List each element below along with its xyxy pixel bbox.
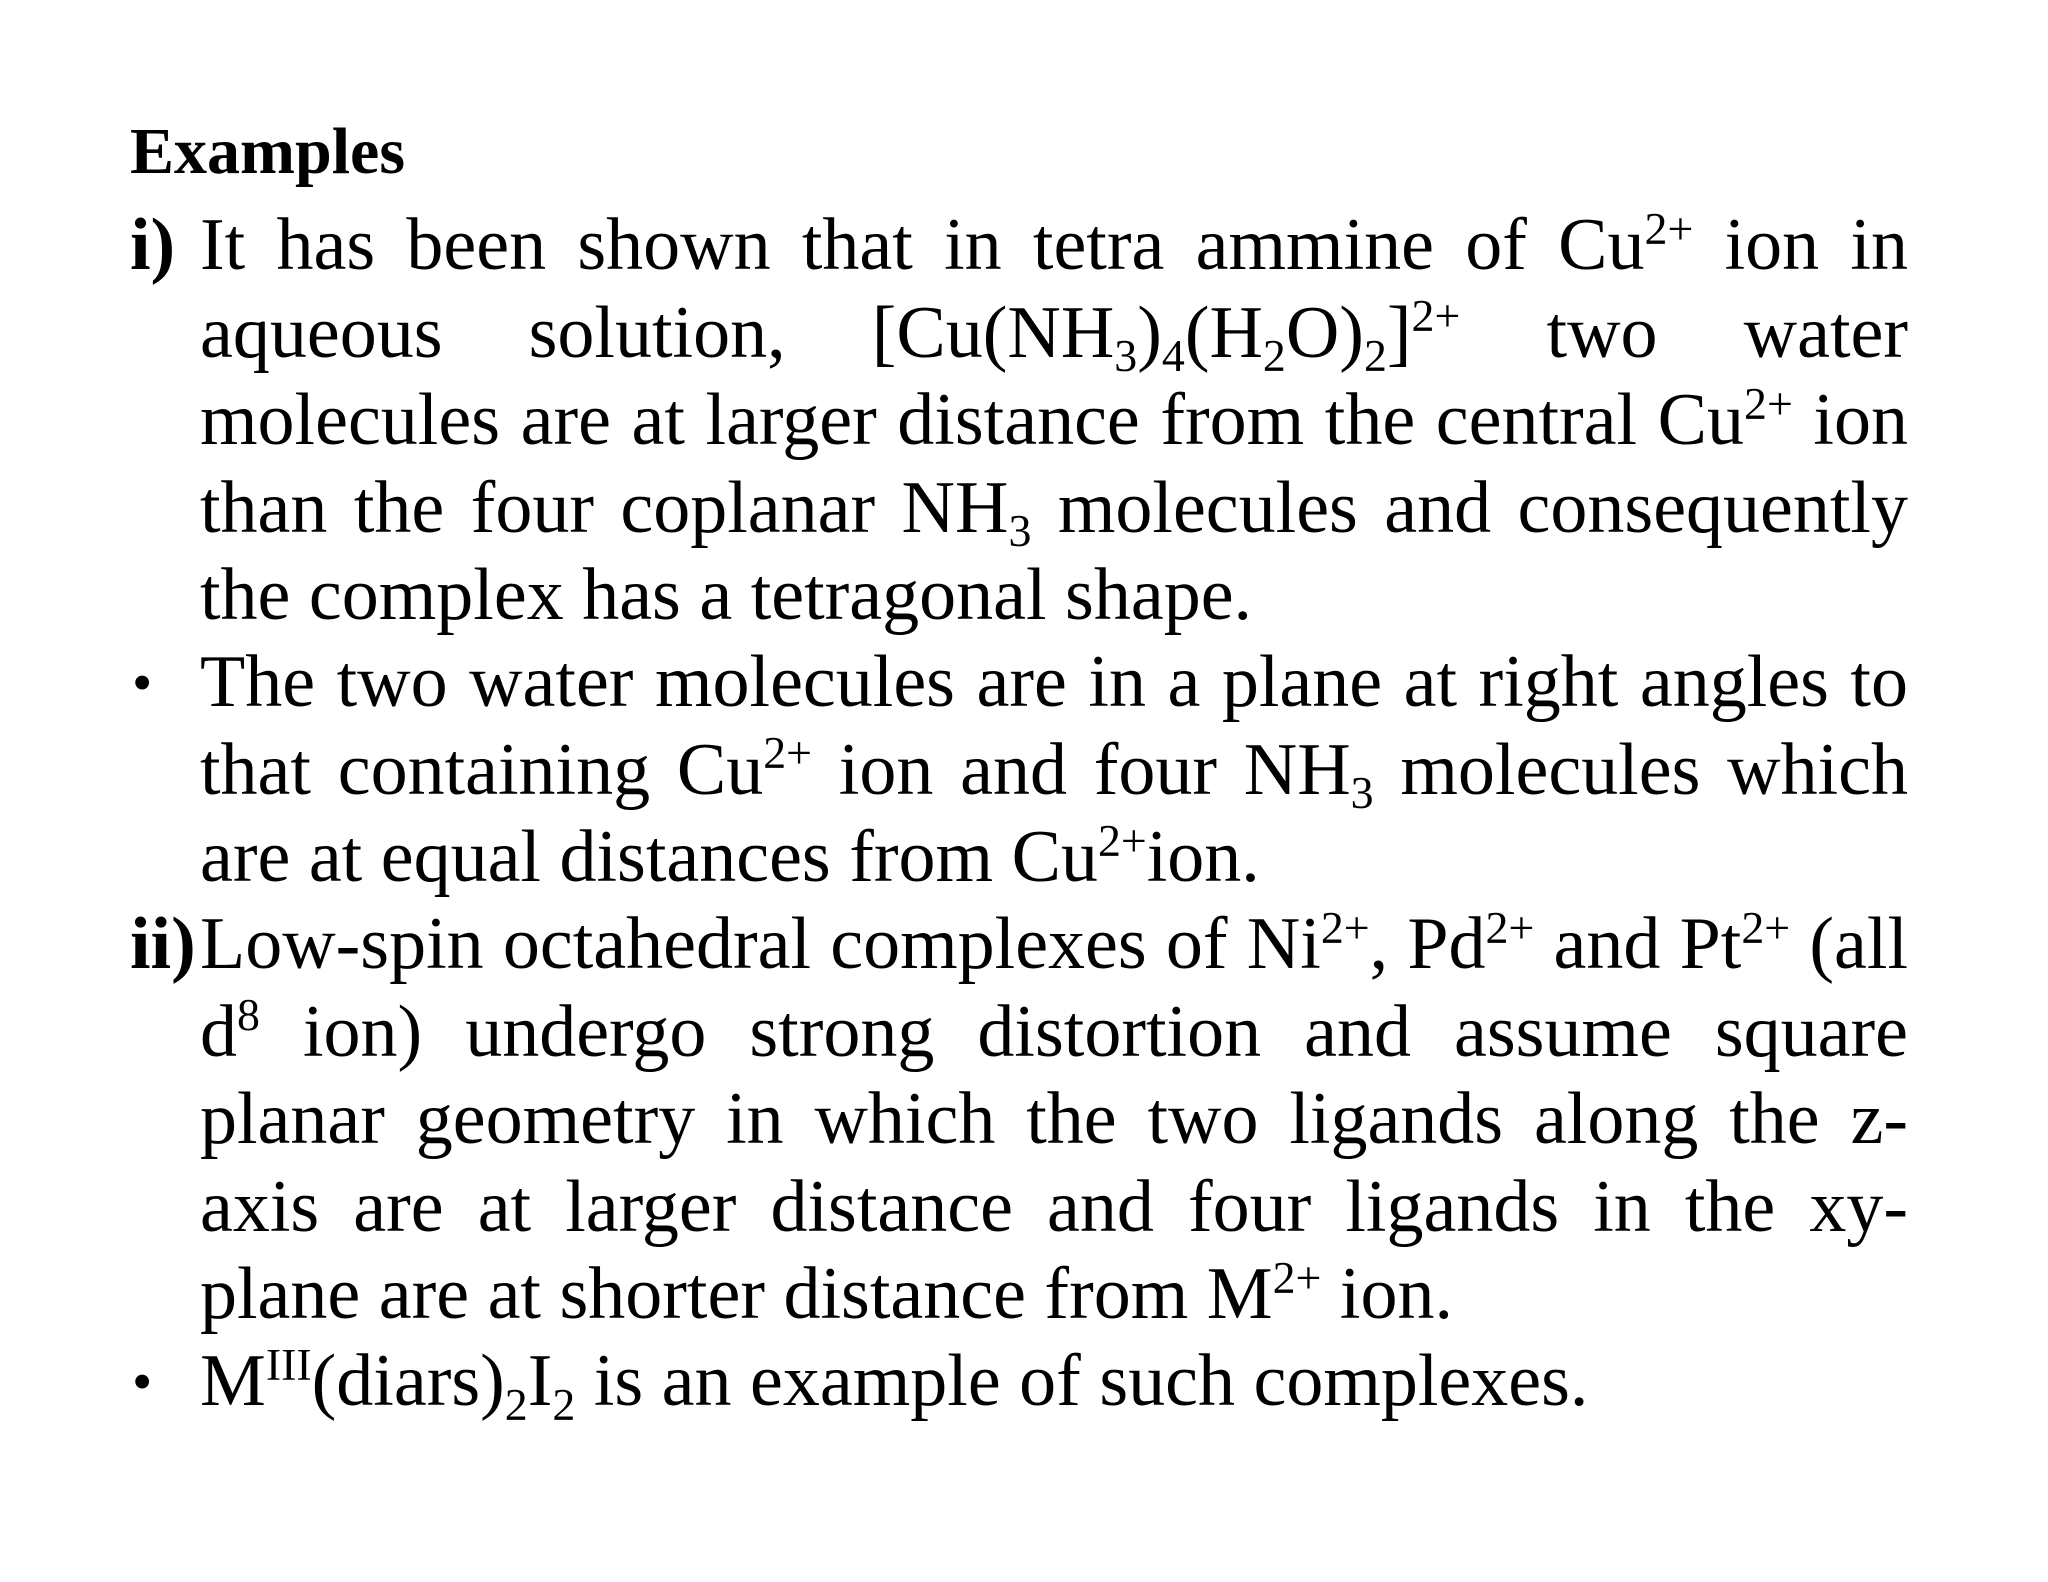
subscript: 4 [1161,330,1185,382]
text-run: molecules and consequently the complex has a tetragonal shape. [200,466,1908,636]
text-run: (all d [200,903,1909,1073]
text-run: ion than the four coplanar NH [200,379,1908,549]
superscript: 8 [237,989,260,1041]
superscript: 2+ [1485,901,1535,953]
text-run: molecules which are at equal distances from Cu [200,728,1908,898]
bullet-item-diars-example [132,1338,1908,1430]
text-run: The two water molecules are in a plane at right angles to that containing Cu [200,641,1908,811]
superscript: 2+ [763,727,813,779]
superscript: III [265,1338,312,1390]
text-run: It has been shown that in tetra ammine of Cu [200,204,1645,286]
subscript: 3 [1114,330,1138,382]
text-run: M [200,1340,266,1422]
bullet-icon: • [132,1349,153,1414]
example-item-i [130,202,1908,640]
text-run: ion and four NH [812,728,1351,811]
bullet-item-water-plane [132,639,1908,902]
subscript: 2 [552,1378,576,1430]
superscript: 2+ [1744,377,1793,429]
text-run: and Pt [1534,903,1742,985]
subscript: 3 [1350,767,1374,819]
text-run: (diars) [311,1340,505,1422]
text-run: (H [1184,291,1263,374]
text-run: ) [1137,291,1162,374]
subscript: 2 [1363,330,1387,382]
text-run: O) [1285,291,1364,374]
text-run: Low-spin octahedral complexes of Ni [200,903,1321,985]
example-item-ii [130,901,1909,1339]
text-run: two water molecules are at larger distance from the central Cu [200,291,1908,461]
superscript: 2+ [1411,290,1461,342]
subscript: 3 [1008,505,1032,557]
superscript: 2+ [1741,901,1791,953]
item-marker-i: i) [130,204,176,286]
subscript: 2 [504,1378,528,1430]
text-run: , Pd [1369,903,1486,985]
text-run: ion. [1321,1253,1453,1335]
superscript: 2+ [1644,202,1694,254]
bullet-icon: • [132,650,153,715]
text-run: I [527,1340,553,1422]
section-heading: Examples [130,115,406,188]
text-run: is an example of such complexes. [575,1340,1589,1422]
item-marker-ii: ii) [130,903,196,985]
superscript: 2+ [1320,901,1370,953]
subscript: 2 [1262,330,1286,382]
text-run: ion in aqueous solution, [Cu(NH [200,204,1908,374]
superscript: 2+ [1097,814,1147,866]
text-run: ion. [1146,816,1260,898]
text-run: ] [1386,291,1412,374]
superscript: 2+ [1272,1251,1322,1303]
text-run: ion) undergo strong distortion and assume square planar geometry in which the two ligands along the z-axis are at larger distance and four ligands in the xy-plane are at shorter distance from M [200,990,1908,1335]
